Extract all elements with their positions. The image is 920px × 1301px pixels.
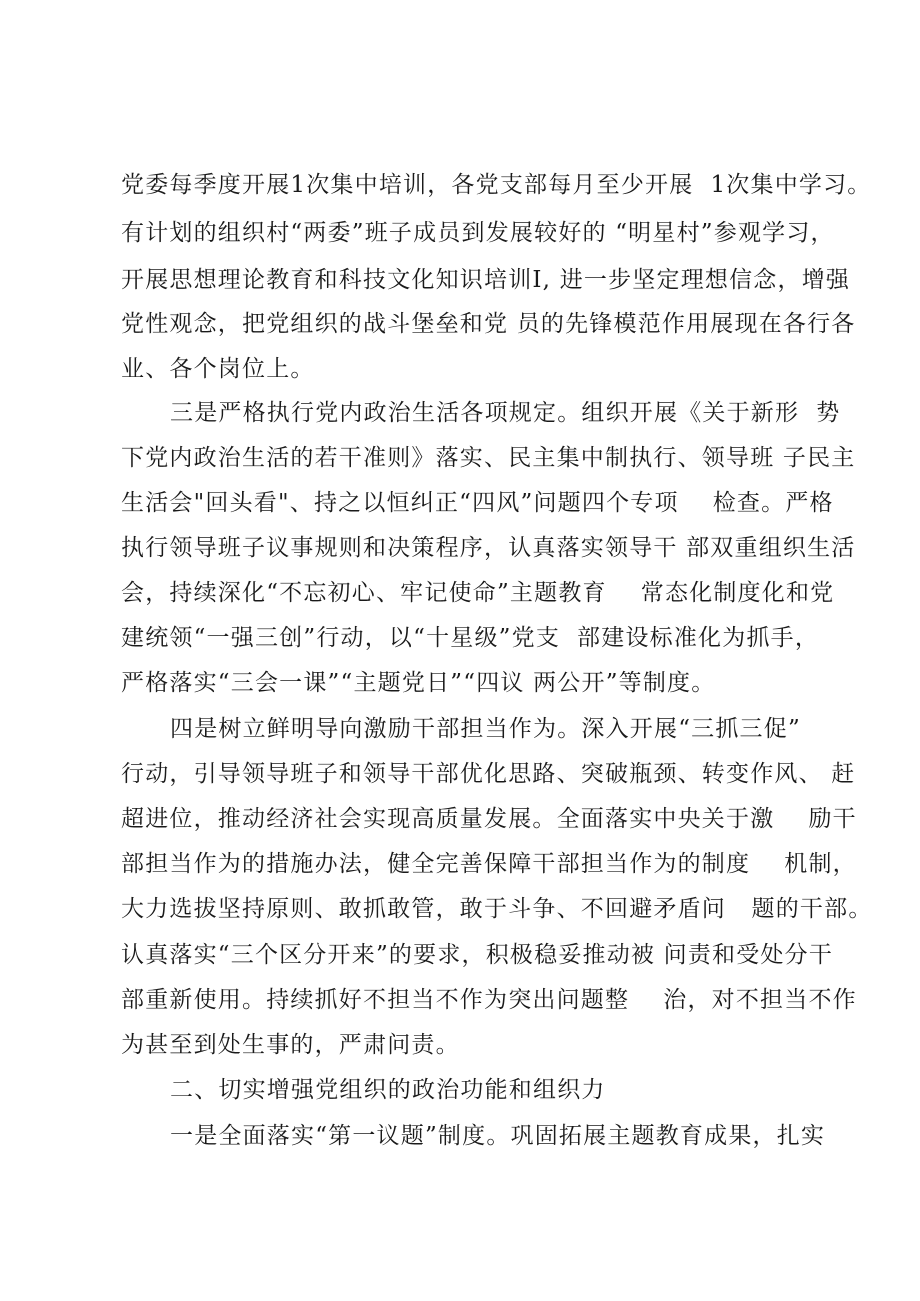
text-line: 超进位，推动经济社会实现高质量发展。全面落实中央关于激 励干	[121, 806, 857, 832]
text-line: 生活会"回头看"、持之以恒纠正“四风”问题四个专项 检查。严格	[121, 490, 834, 516]
text-line: 党性观念，把党组织的战斗堡垒和党 员的先锋模范作用展现在各行各	[121, 311, 856, 337]
paragraph-start-line: 四是树立鲜明导向激励干部担当作为。深入开展“三抓三促”	[170, 716, 801, 742]
section-heading: 二、切实增强党组织的政治功能和组织力	[170, 1077, 606, 1103]
text-line: 会，持续深化“不忘初心、牢记使命”主题教育 常态化制度化和党	[121, 580, 835, 606]
text-line: 执行领导班子议事规则和决策程序，认真落实领导干 部双重组织生活	[121, 535, 856, 561]
text-line: 部担当作为的措施办法，健全完善保障干部担当作为的制度 机制，	[121, 851, 857, 877]
text-line: 部重新使用。持续抓好不担当不作为突出问题整 治，对不担当不作	[121, 987, 857, 1013]
paragraph-start-line: 三是严格执行党内政治生活各项规定。组织开展《关于新形 势	[170, 400, 841, 426]
text-line: 开展思想理论教育和科技文化知识培训I, 进一步坚定理想信念，增强	[121, 267, 851, 293]
text-line: 行动，引导领导班子和领导干部优化思路、突破瓶颈、转变作风、 赶	[121, 761, 856, 787]
text-line: 建统领“一强三创”行动，以“十星级”党支 部建设标准化为抓手，	[121, 625, 820, 651]
text-line: 为甚至到处生事的，严肃问责。	[121, 1032, 460, 1058]
text-line: 有计划的组织村“两委”班子成员到发展较好的 “明星村”参观学习，	[121, 220, 835, 246]
text-line: 严格落实“三会一课”“主题党日”“四议 两公开”等制度。	[121, 670, 716, 696]
text-line: 认真落实“三个区分开来”的要求，积极稳妥推动被 问责和受处分干	[121, 942, 834, 968]
paragraph-start-line: 一是全面落实“第一议题”制度。巩固拓展主题教育成果，扎实	[170, 1123, 826, 1149]
text-line: 下党内政治生活的若干准则》落实、民主集中制执行、领导班 子民主	[121, 445, 856, 471]
text-line: 业、各个岗位上。	[121, 356, 315, 382]
text-line: 大力选拔坚持原则、敢抓敢管，敢于斗争、不回避矛盾问 题的干部。	[121, 896, 873, 922]
text-line: 党委每季度开展1次集中培训，各党支部每月至少开展 1次集中学习。	[121, 172, 872, 198]
